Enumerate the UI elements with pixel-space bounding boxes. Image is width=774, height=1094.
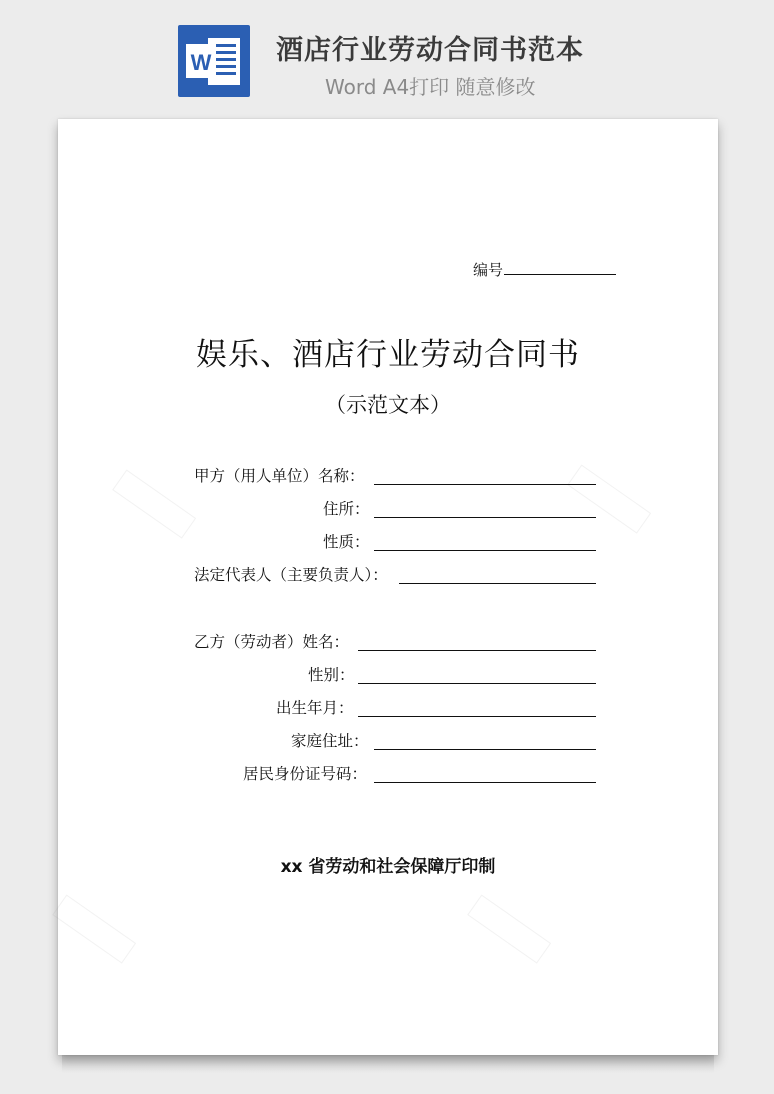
party-a-rep-label: 法定代表人（主要负责人）： bbox=[194, 566, 388, 584]
party-b-home-field bbox=[58, 729, 718, 751]
party-b-name-label: 乙方（劳动者）姓名： bbox=[194, 633, 350, 651]
party-a-address-field bbox=[58, 497, 718, 519]
document-title: 娱乐、酒店行业劳动合同书 bbox=[196, 337, 580, 373]
publisher-line: xx 省劳动和社会保障厅印制 bbox=[280, 857, 496, 877]
party-a-address-label: 住所： bbox=[323, 500, 370, 518]
serial-number-field bbox=[473, 259, 616, 280]
party-a-nature-line[interactable] bbox=[374, 530, 596, 551]
party-b-id-line[interactable] bbox=[374, 762, 596, 783]
watermark bbox=[43, 887, 144, 977]
party-a-name-field bbox=[58, 464, 718, 486]
watermark bbox=[458, 887, 559, 977]
party-a-rep-field bbox=[58, 563, 718, 585]
party-a-nature-field bbox=[58, 530, 718, 552]
party-b-gender-line[interactable] bbox=[358, 663, 596, 684]
party-a-nature-label: 性质： bbox=[323, 533, 370, 551]
party-b-home-line[interactable] bbox=[374, 729, 596, 750]
party-a-rep-line[interactable] bbox=[399, 563, 596, 584]
party-b-birth-line[interactable] bbox=[358, 696, 596, 717]
party-b-birth-field bbox=[58, 696, 718, 718]
document-subtitle: （示范文本） bbox=[325, 393, 451, 417]
page-shadow bbox=[62, 1055, 714, 1073]
header bbox=[0, 0, 774, 110]
header-title: 酒店行业劳动合同书范本 bbox=[276, 35, 584, 66]
party-a-name-label: 甲方（用人单位）名称： bbox=[194, 467, 365, 485]
serial-number-line[interactable] bbox=[504, 260, 616, 275]
party-b-gender-field bbox=[58, 663, 718, 685]
party-a-address-line[interactable] bbox=[374, 497, 596, 518]
party-b-gender-label: 性别： bbox=[308, 666, 355, 684]
party-b-name-field bbox=[58, 630, 718, 652]
header-subtitle: Word A4打印 随意修改 bbox=[325, 75, 536, 99]
document-page bbox=[58, 119, 718, 1055]
party-b-name-line[interactable] bbox=[358, 630, 596, 651]
party-a-name-line[interactable] bbox=[374, 464, 596, 485]
svg-text:W: W bbox=[190, 50, 212, 75]
serial-number-label: 编号 bbox=[473, 261, 504, 279]
party-b-birth-label: 出生年月： bbox=[276, 699, 354, 717]
party-b-id-field bbox=[58, 762, 718, 784]
word-icon bbox=[178, 25, 250, 97]
party-b-id-label: 居民身份证号码： bbox=[243, 765, 368, 783]
party-b-home-label: 家庭住址： bbox=[291, 732, 369, 750]
